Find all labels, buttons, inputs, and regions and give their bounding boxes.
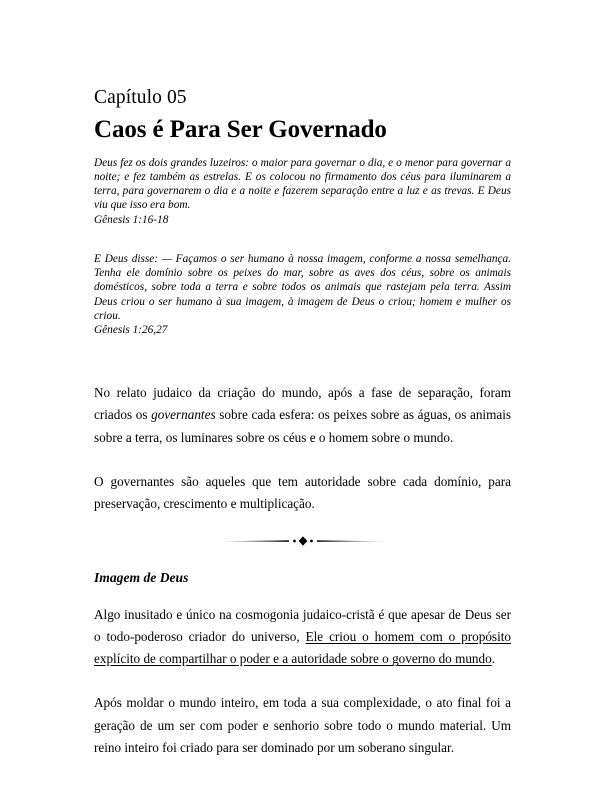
paragraph-text-segment: No relato judaico da criação do mundo, após a fase de separação, foram criados os	[94, 385, 511, 423]
body-paragraph: Após moldar o mundo inteiro, em toda a sua complexidade, o ato final foi a geração de um ser com poder e senhorio sobre todo o mundo material. Um reino inteiro foi criado para ser dominado por um soberano singular.	[94, 695, 511, 755]
epigraph-citation: Gênesis 1:16-18	[94, 213, 169, 226]
diamond-ornament-divider-icon	[215, 534, 391, 548]
body-paragraph: O governantes são aqueles que tem autoridade sobre cada domínio, para preservação, crescimento e multiplicação.	[94, 473, 511, 511]
epigraph-text: Deus fez os dois grandes luzeiros: o maior para governar o dia, e o menor para governar a noite; e fez também as estrelas. E os colocou no firmamento dos céus para iluminarem a terra, para governarem o dia e a noite e fazerem separação entre a luz e as trevas. E Deus viu que isso era bom.	[94, 156, 511, 212]
paragraph-text-segment: Algo inusitado e único na cosmogonia judaico-cristã é que apesar de Deus ser o todo-poderoso criador do universo,	[94, 606, 511, 644]
epigraph-text: E Deus disse: — Façamos o ser humano à nossa imagem, conforme a nossa semelhança. Tenha ele domínio sobre os peixes do mar, sobre as aves dos céus, sobre os animais domésticos, sobre toda a terra e sobre todos os animais que rastejam pela terra. Assim Deus criou o ser humano à sua imagem, à imagem de Deus o criou; homem e mulher os criou.	[94, 252, 511, 322]
epigraph-citation: Gênesis 1:26,27	[94, 323, 168, 336]
underlined-emphasis: Ele criou o homem com o propósito explícito de compartilhar o poder e a autoridade sobre o governo do mundo	[94, 629, 511, 667]
body-paragraph	[94, 604, 511, 671]
epigraph-block	[94, 252, 511, 337]
page-content	[94, 86, 511, 759]
paragraph-text-segment: sobre cada esfera: os peixes sobre as águas, os animais sobre a terra, os luminares sobre os céus e o homem sobre o mundo.	[94, 407, 512, 445]
epigraph-block	[94, 156, 511, 227]
section-divider	[94, 533, 511, 549]
page-title: Caos é Para Ser Governado	[94, 116, 387, 144]
section-subheading: Imagem de Deus	[94, 570, 189, 586]
emphasis-governantes: governantes	[151, 407, 216, 423]
paragraph-text-segment: .	[491, 651, 495, 667]
epigraph-spacer	[94, 227, 511, 252]
body-paragraph	[94, 382, 511, 449]
body-spacer	[94, 337, 511, 382]
chapter-label: Capítulo 05	[94, 87, 187, 108]
